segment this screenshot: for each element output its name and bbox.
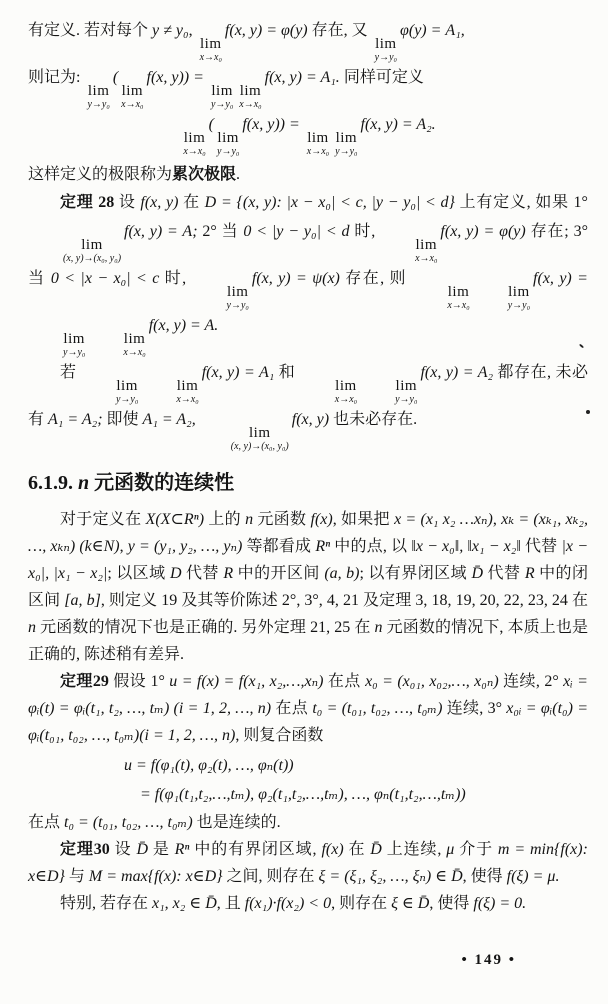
text-run: 上连续, [381, 841, 447, 858]
formula-composite-line-2 [28, 780, 588, 809]
math-text: u = f(x) = f(x₁, x₂,…,xₙ) [169, 673, 324, 690]
math-text: ( [208, 116, 214, 133]
math-text: X(X⊂Rⁿ) [145, 511, 205, 528]
limit-operator [363, 379, 417, 405]
text-run: , [188, 22, 197, 39]
math-text: R [223, 565, 234, 582]
lim-word: lim [239, 83, 262, 99]
limit-operator [84, 379, 138, 405]
math-text: n [245, 511, 254, 528]
text-run: 存在; 3° 当 [28, 223, 588, 287]
math-text: φ(y) = A₁, [400, 22, 465, 39]
paragraph-iterated-limit-name [28, 161, 588, 188]
page-number: • 149 • [461, 952, 516, 968]
math-text: y = (y₁, y₂, …, yₙ) [127, 538, 243, 555]
text-run: 代替 [181, 565, 224, 582]
math-text: D̄ [136, 841, 148, 858]
math-text: m = min{f(x): x∈D} [28, 841, 588, 885]
text-run: 也未必存在. [329, 411, 418, 428]
bold-term: 定理 28 [60, 194, 115, 211]
limit-operator [183, 131, 205, 157]
limit-operator [303, 379, 357, 405]
formula-a2 [28, 110, 588, 157]
text-run: 中的开区间 [233, 565, 325, 582]
math-text: f(x₁)·f(x₂) < 0 [244, 895, 332, 912]
text-run: 元函数的情况下, 本质上也是正确的, 陈述稍有差异. [28, 619, 588, 663]
paragraph-theorem-28-remark [28, 358, 588, 452]
lim-word: lim [508, 284, 530, 300]
math-text: n [374, 619, 383, 636]
lim-word: lim [211, 83, 233, 99]
text-run: 时, [349, 223, 381, 240]
math-text: xᵢ = φᵢ(t) = φᵢ(t₁, t₂, …, tₘ) (i = 1, 2, …, n) [28, 673, 588, 717]
math-text: 0 < |x − x₀| < c [50, 270, 160, 287]
lim-word: lim [183, 130, 206, 146]
text-run: 有定义. 若对每个 [28, 22, 153, 39]
text-run: 代替 [483, 565, 525, 582]
limit-operator [375, 37, 397, 63]
text-run: , [492, 511, 502, 528]
limit-operator [217, 131, 239, 157]
text-run: , 则定义 19 及其等价陈述 2°, 3°, 4, 21 及定理 3, 18, 19, 20, 22, 23, 24 在 [100, 592, 588, 609]
text-run: 在 [343, 841, 371, 858]
math-text: f(x, y) = φ(y) [224, 22, 308, 39]
lim-word: lim [81, 237, 103, 253]
math-text: t₀ = (t₀₁, t₀₂, …, t₀ₘ) [312, 700, 443, 717]
text-run: 特别, 若存在 [60, 895, 153, 912]
text-run: 存在, 又 [307, 22, 372, 39]
text-run: 代替 [520, 538, 562, 555]
text-run: 若 [60, 364, 81, 381]
math-text: f(x, y) = A₂. [360, 116, 436, 133]
limit-operator [200, 37, 222, 63]
text-run: 元函数 [253, 511, 311, 528]
limit-operator [335, 131, 357, 157]
text-run: 都存在, 未必有 [28, 364, 588, 428]
limit-operator [199, 426, 289, 452]
text-run: 中的有界闭区域, [189, 841, 322, 858]
lim-word: lim [307, 130, 329, 146]
math-text: f(x, y) = φ(y) [440, 223, 526, 240]
text-run: 中的点, 以 [330, 538, 412, 555]
math-text: f(x, y) = A. [148, 317, 219, 334]
lim-word: lim [395, 378, 418, 394]
text-run: , 使得 [429, 895, 474, 912]
text-run: 之间, 则存在 [222, 868, 319, 885]
math-text: |x − x₀|, |x₁ − x₂| [28, 538, 588, 582]
text-run: 连续, 2° [498, 673, 564, 690]
text-run: 也是连续的. [192, 814, 281, 831]
text-run: 在 [178, 194, 205, 211]
math-text: = f(φ₁(t₁,t₂,…,tₘ), φ₂(t₁,t₂,…,tₘ), …, φₙ(t₁,t₂,…,tₘ)) [140, 786, 466, 803]
lim-word: lim [63, 331, 85, 347]
math-text: f(x, y) = [533, 270, 588, 287]
paragraph-theorem-30 [28, 836, 588, 890]
lim-subscript: x→x₀ [415, 253, 438, 264]
text-run: , 且 [216, 895, 245, 912]
limit-operator [144, 379, 198, 405]
math-text: D [170, 565, 182, 582]
lim-subscript: y→y₀ [217, 146, 240, 157]
math-text: y ≠ y₀ [152, 22, 189, 39]
lim-subscript: y→y₀ [226, 300, 249, 311]
text-run: 元函数的连续性 [89, 472, 235, 494]
bold-term: 定理29 [60, 673, 109, 690]
math-text: Rⁿ [174, 841, 190, 858]
paragraph-theorem-30-special [28, 890, 588, 917]
text-run: 元函数的情况下也是正确的. 另外定理 21, 25 在 [36, 619, 375, 636]
math-text: f(x, y)) = [242, 116, 304, 133]
text-run: 设 [114, 194, 141, 211]
lim-subscript: x→x₀ [306, 146, 330, 157]
text-run: 6.1.9. [28, 472, 78, 494]
math-text: f(x, y) = A₁. [264, 69, 340, 86]
math-text: x₀ = (x₀₁, x₀₂,…, x₀ₙ) [365, 673, 499, 690]
scan-speck [586, 410, 590, 414]
lim-subscript: x→x₀ [123, 347, 146, 358]
paragraph-theorem-29-conclusion [28, 809, 588, 836]
text-run: 上的 [204, 511, 246, 528]
bold-term: 定理30 [60, 841, 110, 858]
lim-subscript: x→x₀ [183, 146, 206, 157]
lim-subscript: y→y₀ [115, 394, 139, 405]
math-text: t₀ = (t₀₁, t₀₂, …, t₀ₘ) [64, 814, 193, 831]
document-body [28, 16, 588, 917]
text-run: 这样定义的极限称为 [28, 166, 173, 183]
math-text: A₁ = A₂, [142, 411, 196, 428]
lim-word: lim [415, 237, 437, 253]
paragraph-iterated-limit-intro [28, 16, 588, 63]
math-text: x = (x₁ x₂ …xₙ) [394, 511, 493, 528]
text-run: 等都看成 [242, 538, 316, 555]
math-text: xₖ = (xₖ₁, xₖ₂, …, xₖₙ) (k∈N) [28, 511, 588, 555]
text-run: 同样可定义 [339, 69, 424, 86]
lim-word: lim [217, 130, 239, 146]
math-text: D̄ [370, 841, 382, 858]
math-text: (a, b) [324, 565, 360, 582]
lim-subscript: (x, y)→(x₀, y₀) [230, 441, 289, 452]
text-run: 上有定义, 如果 1° [454, 194, 588, 211]
limit-operator [211, 84, 233, 110]
limit-operator [415, 285, 469, 311]
lim-word: lim [87, 83, 110, 99]
text-run: 在点 [271, 700, 313, 717]
limit-operator [383, 238, 437, 264]
text-run: . [236, 166, 241, 183]
lim-subscript: x→x₀ [199, 52, 222, 63]
text-run: 在点 [323, 673, 366, 690]
text-run: 2° 当 [197, 223, 244, 240]
math-text: f(x, y) = A₂ [420, 364, 494, 381]
math-text: ξ = (ξ₁, ξ₂, …, ξₙ) ∈ D̄ [318, 868, 463, 885]
math-text: ξ ∈ D̄ [391, 895, 430, 912]
formula-composite-line-1 [28, 751, 588, 780]
text-run: 连续, 3° [442, 700, 507, 717]
math-text: n [28, 619, 36, 636]
limit-operator [31, 332, 85, 358]
math-text: n [78, 472, 90, 494]
text-run: 存在, 则 [339, 270, 413, 287]
text-run: 在点 [28, 814, 65, 831]
lim-word: lim [199, 36, 222, 52]
lim-subscript: y→y₀ [507, 300, 531, 311]
text-run: 是 [148, 841, 175, 858]
lim-word: lim [375, 36, 397, 52]
paragraph-theorem-28 [28, 188, 588, 358]
text-run: 对于定义在 [60, 511, 146, 528]
math-text: 0 < |y − y₀| < d [243, 223, 350, 240]
limit-operator [307, 131, 329, 157]
limit-operator [476, 285, 530, 311]
math-text: M = max{f(x): x∈D} [88, 868, 223, 885]
text-run: 则记为: [28, 69, 85, 86]
math-text: R [524, 565, 535, 582]
limit-operator [87, 84, 109, 110]
text-run: , [119, 538, 128, 555]
math-text: f(x) [310, 511, 333, 528]
math-text: f(x, y) = A; [124, 223, 198, 240]
lim-subscript: (x, y)→(x₀, y₀) [63, 253, 122, 264]
lim-subscript: x→x₀ [447, 300, 470, 311]
limit-operator [91, 332, 145, 358]
math-text: f(x) [321, 841, 344, 858]
text-run: 时, [159, 270, 192, 287]
math-text: f(x, y) = ψ(x) [251, 270, 340, 287]
lim-word: lim [335, 378, 357, 394]
lim-word: lim [176, 378, 199, 394]
limit-operator [121, 84, 143, 110]
lim-subscript: y→y₀ [87, 99, 110, 110]
math-text: f(x, y)) = [146, 69, 208, 86]
math-text: f(ξ) = 0. [473, 895, 527, 912]
math-text: ‖x − x₀‖, ‖x₁ − x₂‖ [411, 538, 521, 555]
lim-word: lim [248, 425, 271, 441]
math-text: f(x, y) [291, 411, 330, 428]
math-text: μ [446, 841, 455, 858]
paragraph-n-function-setup [28, 506, 588, 668]
text-run: 即使 [102, 411, 143, 428]
text-run: , 则复合函数 [235, 727, 324, 744]
lim-subscript: y→y₀ [395, 394, 418, 405]
lim-subscript: y→y₀ [210, 99, 234, 110]
math-text: f(ξ) = μ. [506, 868, 560, 885]
text-run: , 则存在 [331, 895, 392, 912]
lim-subscript: x→x₀ [334, 394, 358, 405]
text-run: ; 以有界闭区域 [359, 565, 472, 582]
paragraph-notation-a1 [28, 63, 588, 110]
text-run: 和 [274, 364, 300, 381]
section-heading-619 [28, 470, 588, 496]
text-run: , 使得 [462, 868, 507, 885]
math-text: u = f(φ₁(t), φ₂(t), …, φₙ(t)) [124, 757, 294, 774]
text-run: 中的闭区间 [28, 565, 588, 609]
lim-word: lim [226, 284, 249, 300]
math-text: Rⁿ [315, 538, 331, 555]
math-text: D = {(x, y): |x − x₀| < c, |y − y₀| < d} [204, 194, 455, 211]
paragraph-theorem-29 [28, 668, 588, 749]
text-run: 与 [64, 868, 89, 885]
lim-subscript: y→y₀ [63, 347, 86, 358]
math-text: D̄ [471, 565, 484, 582]
text-run: 介于 [454, 841, 498, 858]
lim-word: lim [447, 284, 470, 300]
math-text: x₁, x₂ ∈ D̄ [152, 895, 217, 912]
limit-operator [195, 285, 249, 311]
limit-operator [31, 238, 121, 264]
math-text: A₁ = A₂; [48, 411, 103, 428]
text-run: 假设 1° [108, 673, 170, 690]
lim-subscript: y→y₀ [335, 146, 358, 157]
lim-subscript: x→x₀ [239, 99, 262, 110]
text-run: ; 以区域 [107, 565, 171, 582]
math-text: f(x, y) = A₁ [201, 364, 275, 381]
lim-subscript: y→y₀ [374, 52, 398, 63]
limit-operator [239, 84, 261, 110]
lim-subscript: x→x₀ [176, 394, 199, 405]
math-text: x₀ᵢ = φᵢ(t₀) = φᵢ(t₀₁, t₀₂, …, t₀ₘ)(i = 1, 2, …, n) [28, 700, 588, 744]
math-text: f(x, y) [140, 194, 179, 211]
math-text: [a, b] [64, 592, 101, 609]
lim-word: lim [121, 83, 144, 99]
lim-word: lim [123, 331, 146, 347]
bold-term: 累次极限 [172, 166, 237, 183]
lim-subscript: x→x₀ [121, 99, 144, 110]
math-text: ( [112, 69, 119, 86]
lim-word: lim [116, 378, 138, 394]
text-run: 设 [109, 841, 137, 858]
lim-word: lim [335, 130, 358, 146]
text-run: , 如果把 [332, 511, 395, 528]
